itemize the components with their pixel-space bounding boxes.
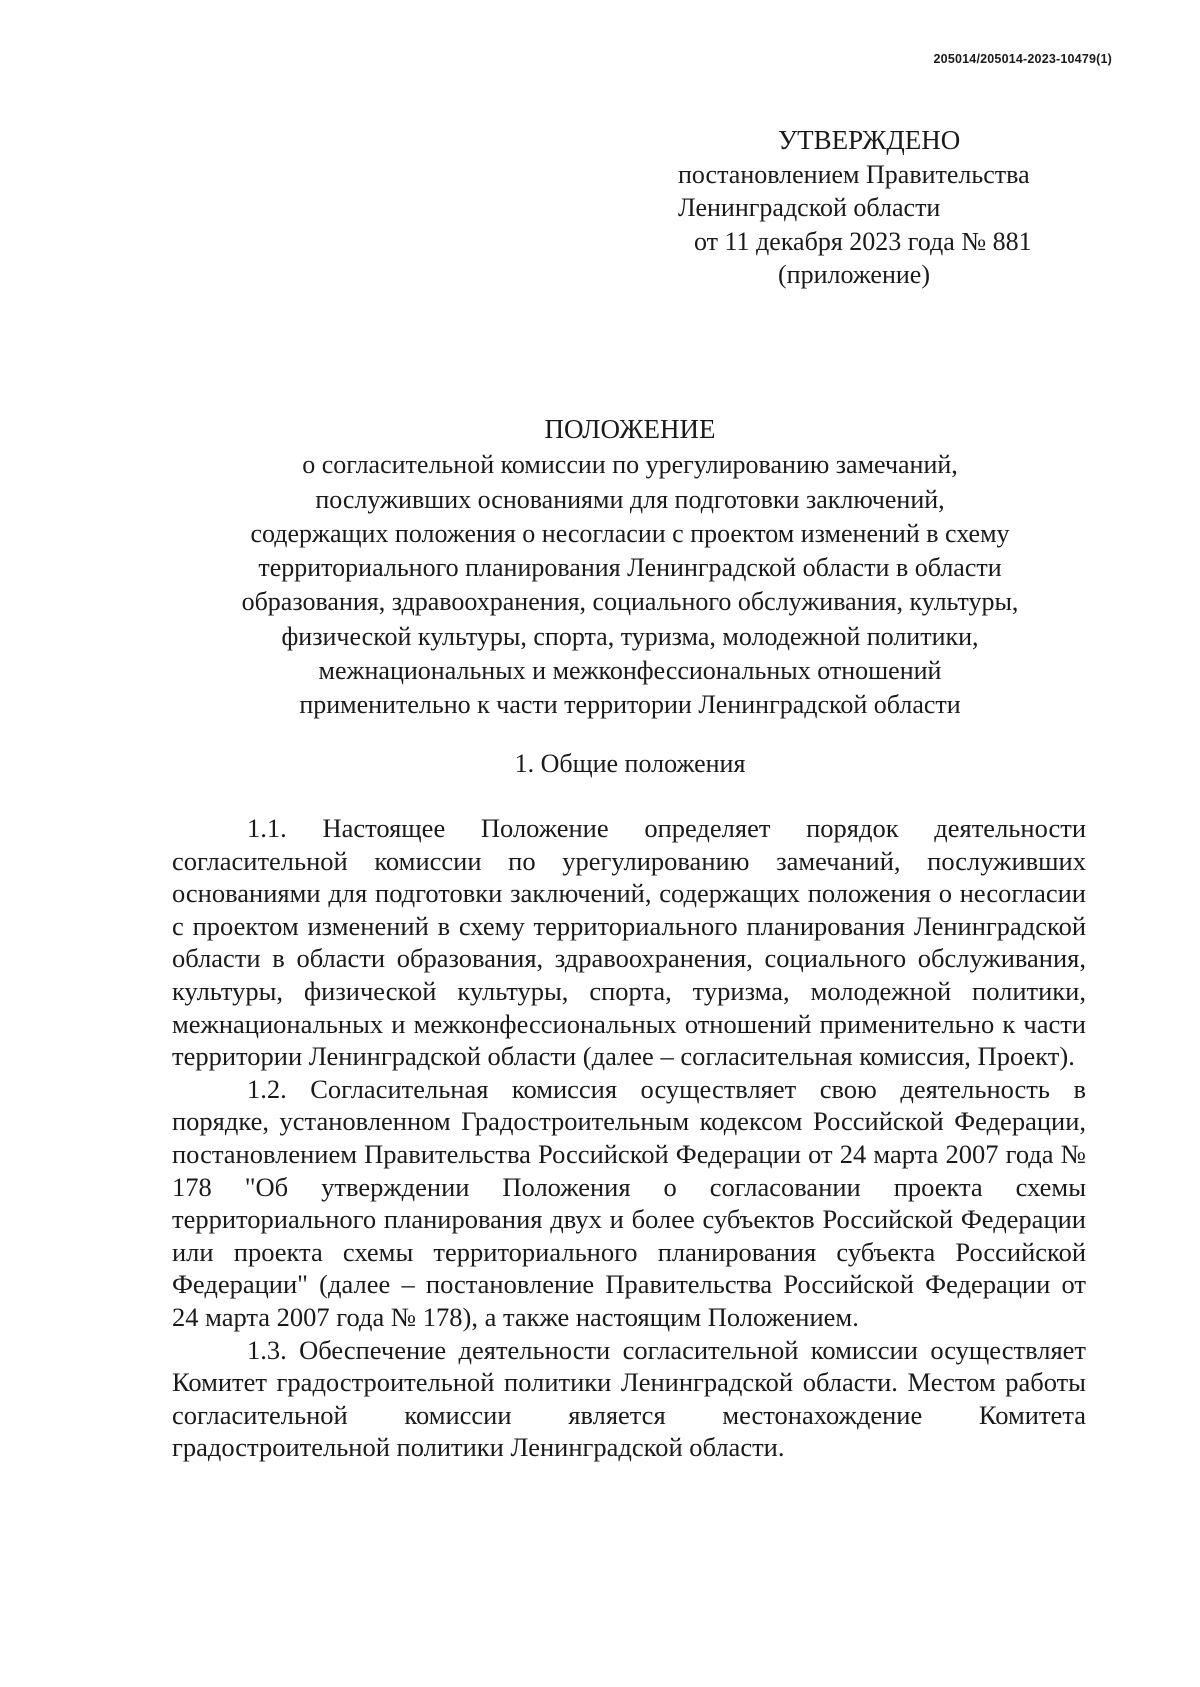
paragraph-1-2: 1.2. Согласительная комиссия осуществляет свою деятельность в порядке, установленном Градостроительным кодексом Российской Федерации, постановлением Правительства Российской Федерации от 24 марта 2007 года № 178 "Об утверждении Положения о согласовании проекта схемы территориального планирования двух и более субъектов Российской Федерации или проекта схемы территориального планирования субъекта Российской Федерации" (далее – постановление Правительства Российской Федерации от 24 марта 2007 года № 178), а также настоящим Положением.	[172, 1073, 1086, 1332]
heading-line: о согласительной комиссии по урегулированию замечаний,	[302, 450, 958, 480]
document-title: ПОЛОЖЕНИЕ	[544, 414, 716, 444]
document-id: 205014/205014-2023-10479(1)	[933, 52, 1112, 66]
heading-line: физической культуры, спорта, туризма, молодежной политики,	[281, 621, 979, 651]
heading-line: территориального планирования Ленинградской области в области	[258, 553, 1002, 583]
document-heading	[170, 412, 1090, 723]
heading-line: образования, здравоохранения, социального обслуживания, культуры,	[241, 587, 1019, 617]
section-title: 1. Общие положения	[514, 749, 746, 778]
approval-date-number: от 11 декабря 2023 года № 881	[694, 226, 1032, 256]
heading-line: применительно к части территории Ленинградской области	[299, 690, 961, 720]
approval-line: постановлением Правительства	[678, 159, 1030, 189]
heading-line: послуживших основаниями для подготовки заключений,	[315, 484, 945, 514]
heading-line: содержащих положения о несогласии с проектом изменений в схему	[250, 518, 1010, 548]
approval-title: УТВЕРЖДЕНО	[778, 125, 961, 155]
approval-block	[660, 124, 1090, 292]
paragraph-1-3: 1.3. Обеспечение деятельности согласительной комиссии осуществляет Комитет градостроительной политики Ленинградской области. Местом работы согласительной комиссии является местонахождение Комитета градостроительной политики Ленинградской области.	[172, 1334, 1086, 1463]
heading-line: межнациональных и межконфессиональных отношений	[318, 656, 942, 686]
document-body	[172, 812, 1086, 1464]
paragraph-1-1: 1.1. Настоящее Положение определяет порядок деятельности согласительной комиссии по урегулированию замечаний, послуживших основаниями для подготовки заключений, содержащих положения о несогласии с проектом изменений в схему территориального планирования Ленинградской области в области образования, здравоохранения, социального обслуживания, культуры, физической культуры, спорта, туризма, молодежной политики, межнациональных и межконфессиональных отношений применительно к части территории Ленинградской области (далее – согласительная комиссия, Проект).	[172, 813, 1086, 1072]
approval-line: (приложение)	[778, 260, 931, 289]
approval-line: Ленинградской области	[678, 193, 941, 222]
